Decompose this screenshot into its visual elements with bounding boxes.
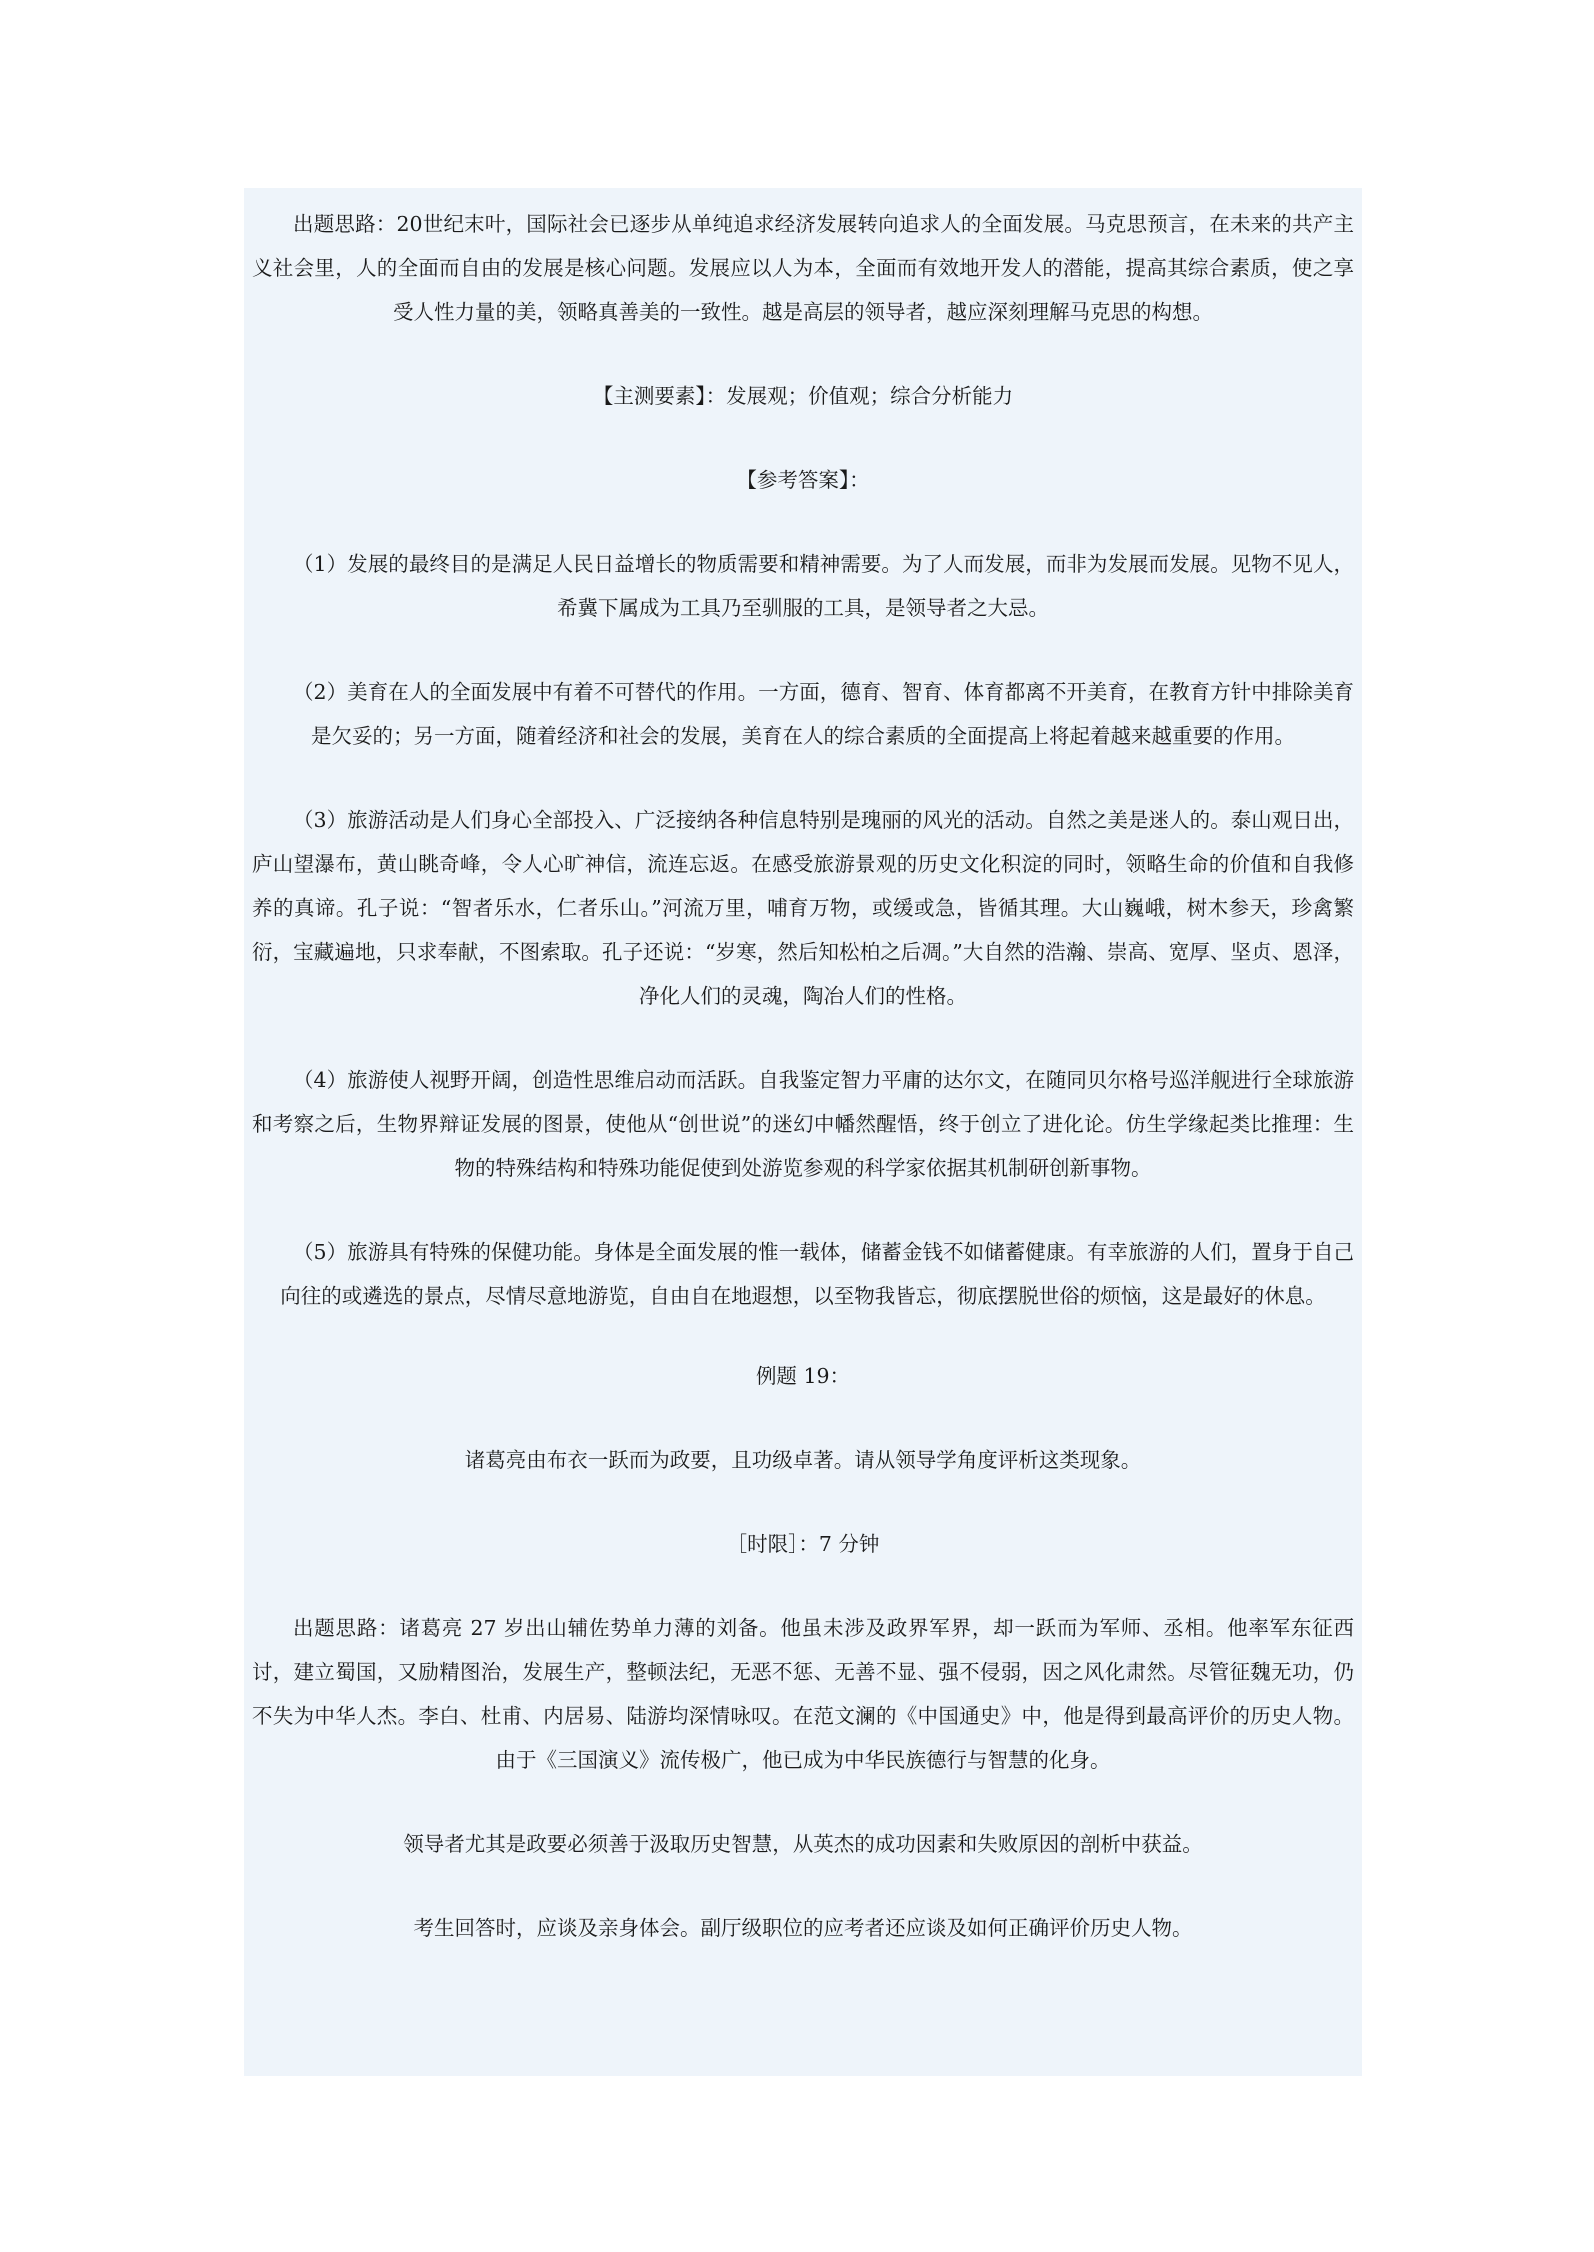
example-title: 例题 19： <box>755 1364 851 1388</box>
example-question: 诸葛亮由布衣一跃而为政要，且功级卓著。请从领导学角度评析这类现象。 <box>464 1448 1142 1472</box>
main-elements-heading: 【主测要素】：发展观；价值观；综合分析能力 <box>592 384 1014 408</box>
reference-answer-heading: 【参考答案】： <box>736 468 870 492</box>
answer-point-1: （1）发展的最终目的是满足人民日益增长的物质需要和精神需要。为了人而发展，而非为发展而发展。见物不见人，希冀下属成为工具乃至驯服的工具，是领导者之大忌。 <box>293 552 1354 620</box>
answer-point-4: （4）旅游使人视野开阔，创造性思维启动而活跃。自我鉴定智力平庸的达尔文，在随同贝尔格号巡洋舰进行全球旅游和考察之后，生物界辩证发展的图景，使他从“创世说”的迷幻中幡然醒悟，终于创立了进化论。仿生学缘起类比推理：生物的特殊结构和特殊功能促使到处游览参观的科学家依据其机制研创新事物。 <box>252 1068 1354 1180</box>
time-limit: ［时限］：7 分钟 <box>726 1532 880 1556</box>
leader-wisdom-paragraph: 领导者尤其是政要必须善于汲取历史智慧，从英杰的成功因素和失败原因的剖析中获益。 <box>403 1832 1203 1856</box>
answer-point-2: （2）美育在人的全面发展中有着不可替代的作用。一方面，德育、智育、体育都离不开美育，在教育方针中排除美育是欠妥的；另一方面，随着经济和社会的发展，美育在人的综合素质的全面提高上将起着越来越重要的作用。 <box>293 680 1354 748</box>
question-idea-paragraph-2: 出题思路：诸葛亮 27 岁出山辅佐势单力薄的刘备。他虽未涉及政界军界，却一跃而为军师、丞相。他率军东征西讨，建立蜀国，又励精图治，发展生产，整顿法纪，无恶不惩、无善不显、强不侵弱，因之风化肃然。尽管征魏无功，仍不失为中华人杰。李白、杜甫、内居易、陆游均深情咏叹。在范文澜的《中国通史》中，他是得到最高评价的历史人物。由于《三国演义》流传极广，他已成为中华民族德行与智慧的化身。 <box>252 1616 1354 1772</box>
answer-point-5: （5）旅游具有特殊的保健功能。身体是全面发展的惟一载体，储蓄金钱不如储蓄健康。有幸旅游的人们，置身于自己向往的或遴选的景点，尽情尽意地游览，自由自在地遐想，以至物我皆忘，彻底摆脱世俗的烦恼，这是最好的休息。 <box>280 1240 1354 1308</box>
question-idea-paragraph-1: 出题思路：20世纪末叶，国际社会已逐步从单纯追求经济发展转向追求人的全面发展。马克思预言，在未来的共产主义社会里，人的全面而自由的发展是核心问题。发展应以人为本，全面而有效地开发人的潜能，提高其综合素质，使之享受人性力量的美，领略真善美的一致性。越是高层的领导者，越应深刻理解马克思的构想。 <box>252 212 1354 324</box>
candidate-answer-paragraph: 考生回答时，应谈及亲身体会。副厅级职位的应考者还应谈及如何正确评价历史人物。 <box>413 1916 1193 1940</box>
answer-point-3: （3）旅游活动是人们身心全部投入、广泛接纳各种信息特别是瑰丽的风光的活动。自然之美是迷人的。泰山观日出，庐山望瀑布，黄山眺奇峰，令人心旷神信，流连忘返。在感受旅游景观的历史文化积淀的同时，领略生命的价值和自我修养的真谛。孔子说：“智者乐水，仁者乐山。”河流万里，哺育万物，或缓或急，皆循其理。大山巍峨，树木参天，珍禽繁衍，宝藏遍地，只求奉献，不图索取。孔子还说：“岁寒，然后知松柏之后凋。”大自然的浩瀚、崇高、宽厚、坚贞、恩泽，净化人们的灵魂，陶冶人们的性格。 <box>252 808 1354 1008</box>
document-content <box>244 188 1362 2076</box>
